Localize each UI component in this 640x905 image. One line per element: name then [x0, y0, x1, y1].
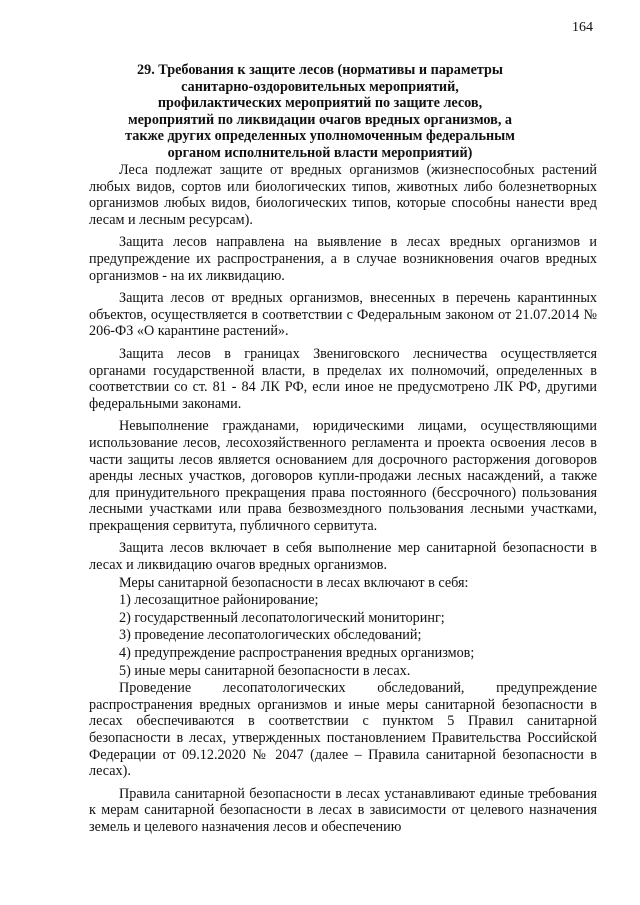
paragraph-quarantine: Защита лесов от вредных организмов, внесенных в перечень карантинных объектов, осуществляется в соответствии с Федеральным законом от 21.07.2014 № 206-ФЗ «О карантине растений». — [89, 290, 597, 340]
paragraph-inspections: Проведение лесопатологических обследований, предупреждение распространения вредных организмов и иные меры санитарной безопасности в лесах обеспечиваются в соответствии с пунктом 5 Правил санитарной безопасности в лесах, утвержденных постановлением Правительства Российской Федерации от 09.12.2020 № 2047 (далее – Правила санитарной безопасности в лесах). — [89, 680, 597, 780]
paragraph-rules: Правила санитарной безопасности в лесах устанавливают единые требования к мерам санитарной безопасности в лесах в зависимости от целевого назначения земель и целевого назначения лесов и обеспечению — [89, 785, 597, 835]
paragraph-protection-includes: Защита лесов включает в себя выполнение мер санитарной безопасности в лесах и ликвидацию очагов вредных организмов. — [89, 540, 597, 574]
paragraph-measures-intro: Меры санитарной безопасности в лесах включают в себя: — [119, 574, 469, 591]
section-heading: 29. Требования к защите лесов (нормативы и параметры санитарно-оздоровительных мероприятий, профилактических мероприятий по защите лесов, мероприятий по ликвидации очагов вредных организмов, а также других определенных уполномоченным федеральным органом исполнительной власти мероприятий) — [125, 62, 515, 161]
paragraph-forest-protection-subject: Леса подлежат защите от вредных организмов (жизнеспособных растений любых видов, сортов или биологических типов, животных либо болезнетворных организмов любых видов, биологических типов, которые способны нанести вред лесам и лесным ресурсам). — [89, 162, 597, 228]
list-item: 5) иные меры санитарной безопасности в лесах. — [119, 662, 411, 679]
list-item: 2) государственный лесопатологический мониторинг; — [119, 609, 445, 626]
list-item: 3) проведение лесопатологических обследований; — [119, 627, 422, 644]
document-body — [89, 162, 597, 836]
list-item: 4) предупреждение распространения вредных организмов; — [119, 645, 475, 662]
paragraph-authorities: Защита лесов в границах Звениговского лесничества осуществляется органами государственной власти, в пределах их полномочий, определенных в соответствии со ст. 81 - 84 ЛК РФ, если иное не предусмотрено ЛК РФ, другими федеральными законами. — [89, 345, 597, 412]
paragraph-non-compliance: Невыполнение гражданами, юридическими лицами, осуществляющими использование лесов, лесохозяйственного регламента и проекта освоения лесов в части защиты лесов является основанием для досрочного расторжения договоров аренды лесных участков, договоров купли-продажи лесных насаждений, а также для принудительного прекращения права постоянного (бессрочного) пользования лесными участками или права безвозмездного пользования лесными участками, прекращения сервитута, публичного сервитута. — [89, 418, 597, 534]
list-item: 1) лесозащитное районирование; — [119, 592, 319, 609]
page-number: 164 — [572, 20, 593, 35]
paragraph-protection-purpose: Защита лесов направлена на выявление в лесах вредных организмов и предупреждение их распространения, а в случае возникновения очагов вредных организмов - на их ликвидацию. — [89, 234, 597, 284]
